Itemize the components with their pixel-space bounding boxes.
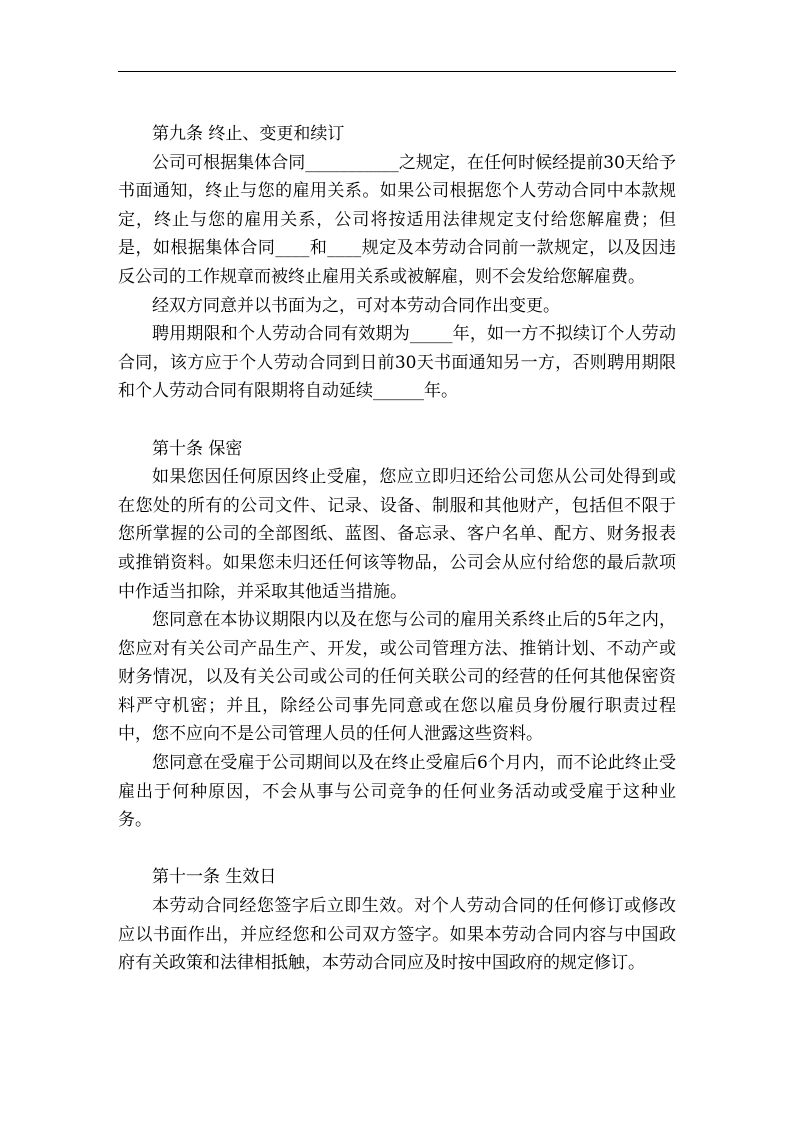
article-10-paragraph-3: 您同意在受雇于公司期间以及在终止受雇后6个月内，而不论此终止受雇出于何种原因，不会从事与公司竞争的任何业务活动或受雇于这种业务。 [118, 753, 676, 831]
article-11-title: 第十一条 生效日 [152, 867, 277, 888]
article-10-paragraph-2: 您同意在本协议期限内以及在您与公司的雇用关系终止后的5年之内，您应对有关公司产品生产、开发，或公司管理方法、推销计划、不动产或财务情况，以及有关公司或公司的任何关联公司的经营的任何其他保密资料严守机密；并且，除经公司事先同意或在您以雇员身份履行职责过程中，您不应向不是公司管理人员的任何人泄露这些资料。 [118, 610, 676, 745]
article-9-paragraph-2: 经双方同意并以书面为之，可对本劳动合同作出变更。 [152, 295, 560, 316]
article-9-title: 第九条 终止、变更和续订 [152, 124, 345, 144]
header-rule [118, 71, 676, 72]
article-10-title: 第十条 保密 [152, 438, 243, 459]
article-11 [118, 863, 676, 977]
article-10 [118, 435, 676, 835]
article-10-paragraph-1: 如果您因任何原因终止受雇，您应立即归还给公司您从公司处得到或在您处的所有的公司文件、记录、设备、制服和其他财产，包括但不限于您所掌握的公司的全部图纸、蓝图、备忘录、客户名单、配方、财务报表或推销资料。如果您未归还任何该等物品，公司会从应付给您的最后款项中作适当扣除，并采取其他适当措施。 [118, 467, 676, 602]
article-11-paragraph-1: 本劳动合同经您签字后立即生效。对个人劳动合同的任何修订或修改应以书面作出，并应经您和公司双方签字。如果本劳动合同内容与中国政府有关政策和法律相抵触，本劳动合同应及时按中国政府的规定修订。 [118, 896, 676, 974]
article-9 [118, 120, 676, 406]
section-gap [118, 835, 676, 864]
article-9-paragraph-1: 公司可根据集体合同___________之规定，在任何时候经提前30天给予书面通知，终止与您的雇用关系。如果公司根据您个人劳动合同中本款规定，终止与您的雇用关系，公司将按适用法律规定支付给您解雇费；但是，如根据集体合同____和____规定及本劳动合同前一款规定，以及因违反公司的工作规章而被终止雇用关系或被解雇，则不会发给您解雇费。 [118, 152, 676, 287]
section-gap [118, 406, 676, 435]
document-body [118, 120, 676, 978]
article-9-paragraph-3: 聘用期限和个人劳动合同有效期为_____年，如一方不拟续订个人劳动合同，该方应于个人劳动合同到日前30天书面通知另一方，否则聘用期限和个人劳动合同有限期将自动延续______年。 [118, 324, 676, 402]
